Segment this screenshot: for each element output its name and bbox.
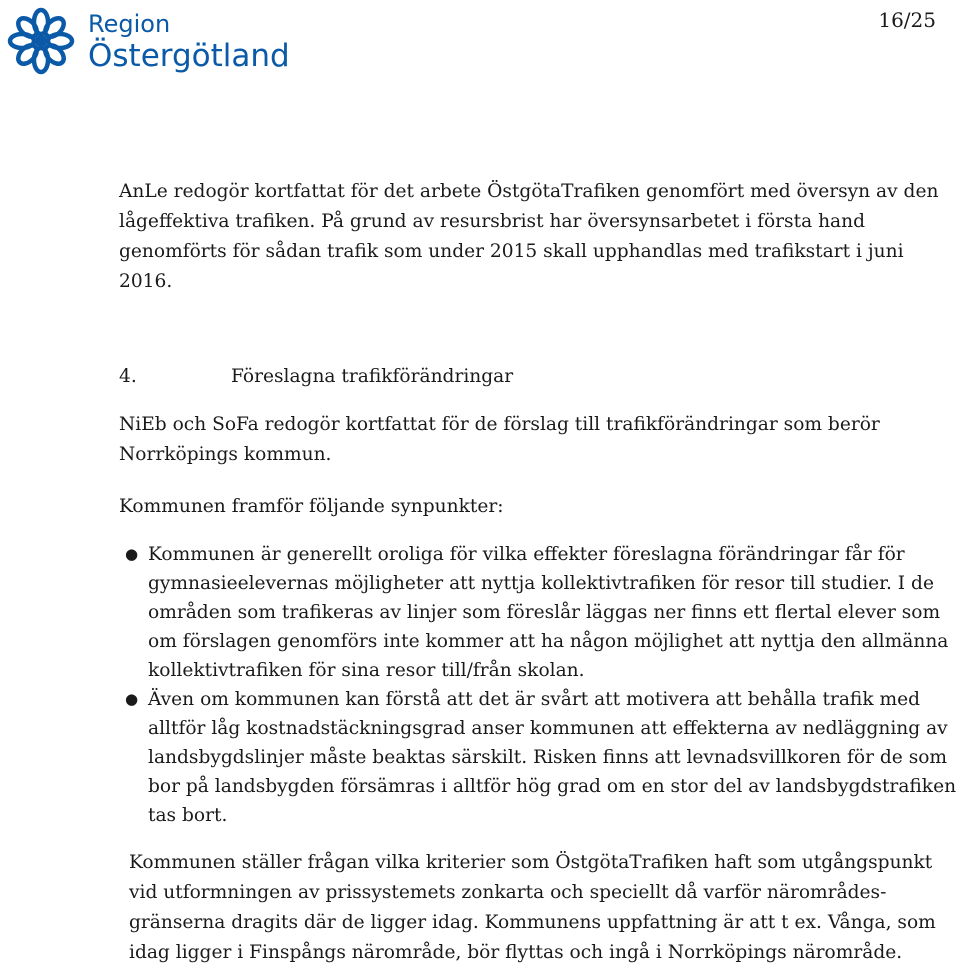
list-item-text: Även om kommunen kan förstå att det är svårt att motivera att behålla trafik med alltför låg kostnadstäckningsgrad anser kommunen att effekterna av nedläggning av landsbygdslinjer måste beaktas särskilt. Risken finns att levnadsvillkoren för de som bor på landsbygden försämras i alltför hög grad om en stor del av landsbygdstrafiken tas bort. bbox=[148, 689, 957, 826]
paragraph-anle-report: AnLe redogör kortfattat för det arbete ÖstgötaTrafiken genomfört med översyn av den lågeffektiva trafiken. På grund av resursbrist har översynsarbetet i första hand genomförts för sådan trafik som under 2015 skall upphandlas med trafikstart i juni 2016. bbox=[119, 181, 939, 292]
section-title: Föreslagna trafikförändringar bbox=[231, 366, 514, 387]
list-item bbox=[125, 540, 960, 685]
section-heading bbox=[119, 362, 514, 392]
bullet-icon: ● bbox=[125, 690, 139, 708]
logo-wordmark bbox=[88, 10, 290, 74]
section-number: 4. bbox=[119, 366, 137, 387]
list-item bbox=[125, 685, 960, 830]
bullet-icon: ● bbox=[125, 545, 139, 563]
region-ostergotland-logo bbox=[6, 4, 296, 80]
paragraph-nieb-sofa: NiEb och SoFa redogör kortfattat för de förslag till trafikförändringar som berör Norrköpings kommun. bbox=[119, 414, 880, 465]
logo-line-ostergotland: Östergötland bbox=[88, 38, 290, 74]
list-item-text: Kommunen är generellt oroliga för vilka effekter föreslagna förändringar får för gymnasieelevernas möjligheter att nyttja kollektivtrafiken för resor till studier. I de områden som trafikeras av linjer som föreslår läggas ner finns ett flertal elever som om förslagen genomförs inte kommer att ha någon möjlighet att nyttja den allmänna kollektivtrafiken för sina resor till/från skolan. bbox=[148, 544, 949, 681]
logo-line-region: Region bbox=[88, 10, 171, 38]
flower-emblem-icon bbox=[6, 6, 76, 76]
paragraph-zonkarta-question: Kommunen ställer frågan vilka kriterier som ÖstgötaTrafiken haft som utgångspunkt vid utformningen av prissystemets zonkarta och speciellt då varför närområdes-gränserna dragits där de ligger idag. Kommunens uppfattning är att t ex. Vånga, som idag ligger i Finspångs närområde, bör flyttas och ingå i Norrköpings närområde. bbox=[129, 852, 936, 963]
paragraph-synpunkter-intro: Kommunen framför följande synpunkter: bbox=[119, 496, 504, 517]
synpunkter-list bbox=[125, 540, 960, 830]
page-number: 16/25 bbox=[878, 8, 936, 32]
